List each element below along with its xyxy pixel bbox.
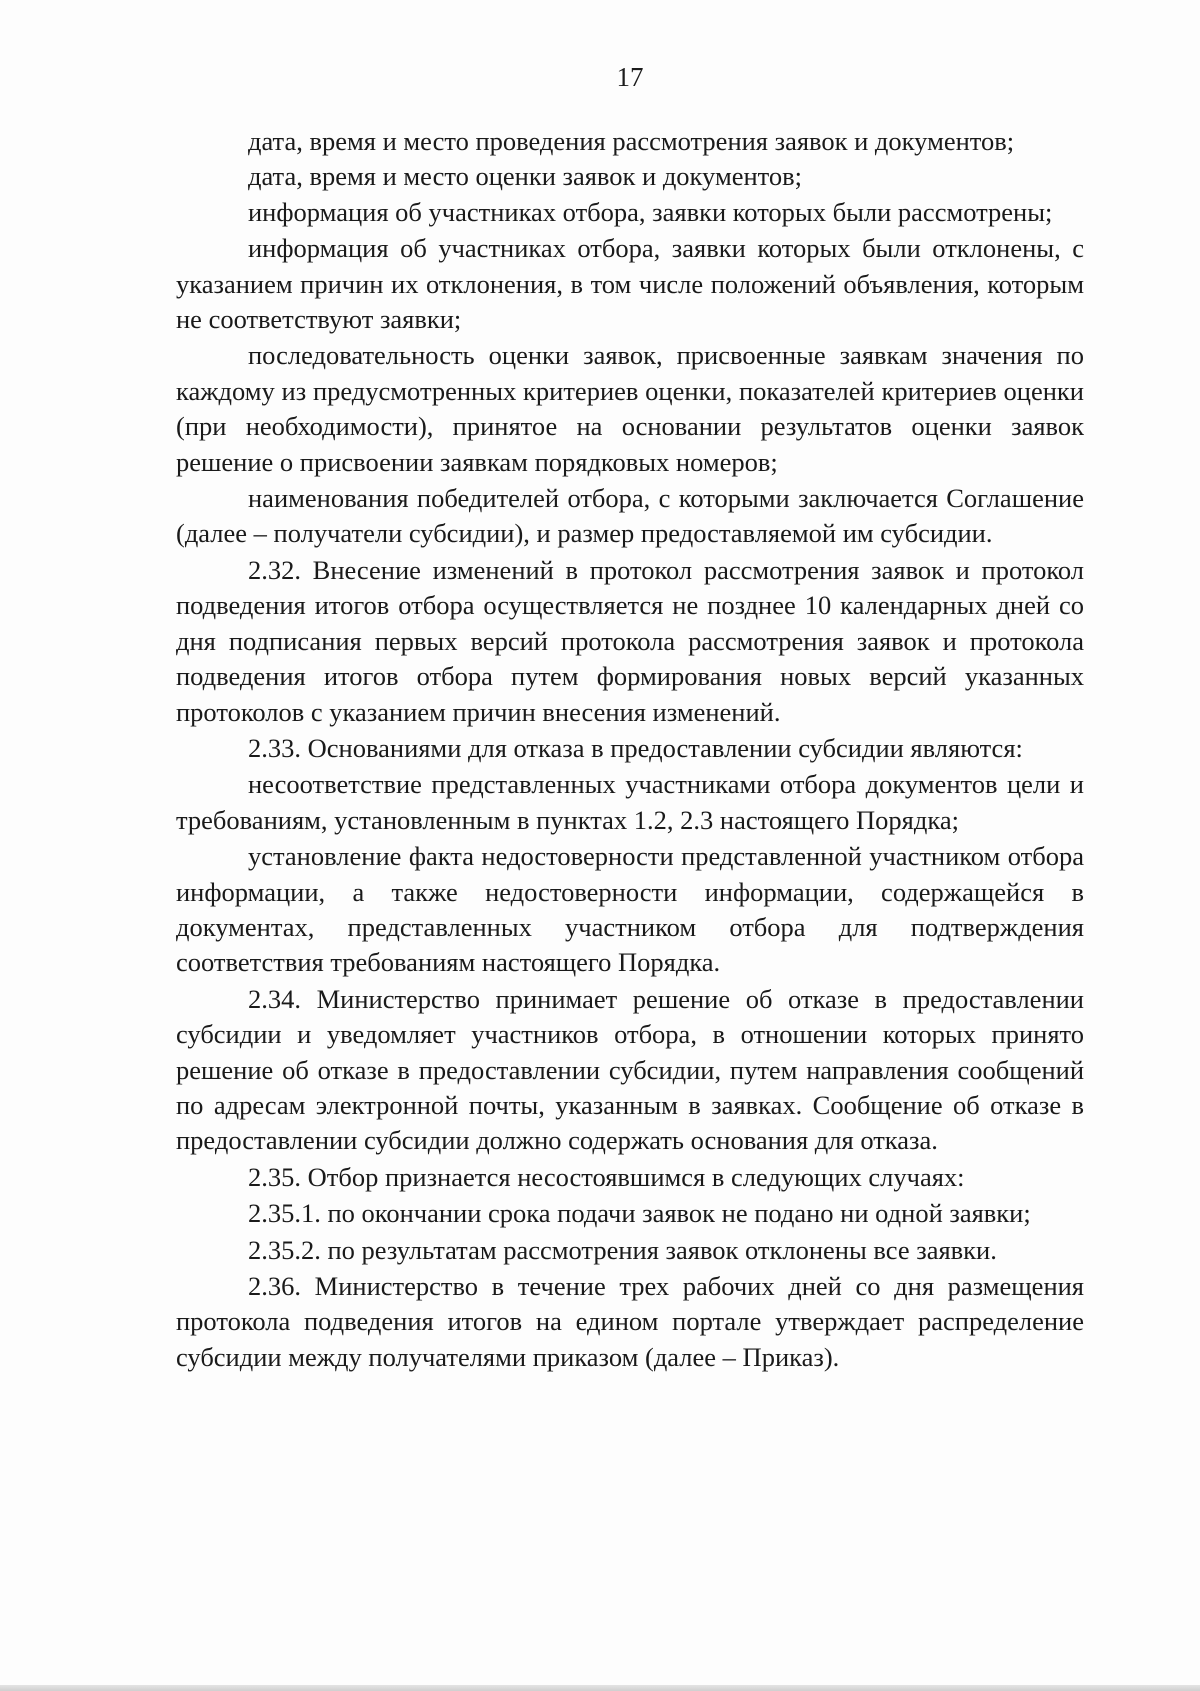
paragraph: несоответствие представленных участниками отбора документов цели и требованиям, установленным в пунктах 1.2, 2.3 настоящего Порядка; — [176, 769, 1084, 835]
paragraph: 2.35.1. по окончании срока подачи заявок не подано ни одной заявки; — [248, 1198, 1031, 1229]
scan-edge — [0, 1685, 1200, 1691]
paragraph: 2.34. Министерство принимает решение об отказе в предоставлении субсидии и уведомляет участников отбора, в отношении которых принято решение об отказе в предоставлении субсидии, путем направления сообщений по адресам электронной почты, указанным в заявках. Сообщение об отказе в предоставлении субсидии должно содержать основания для отказа. — [176, 983, 1084, 1156]
paragraph: дата, время и место оценки заявок и документов; — [248, 161, 803, 192]
paragraph: 2.32. Внесение изменений в протокол рассмотрения заявок и протокол подведения итогов отбора осуществляется не позднее 10 календарных дней со дня подписания первых версий протокола рассмотрения заявок и протокола подведения итогов отбора путем формирования новых версий указанных протоколов с указанием причин внесения изменений. — [176, 554, 1084, 727]
paragraph: 2.35.2. по результатам рассмотрения заявок отклонены все заявки. — [248, 1234, 997, 1265]
paragraph: 2.35. Отбор признается несостоявшимся в следующих случаях: — [248, 1161, 965, 1192]
paragraph: установление факта недостоверности представленной участником отбора информации, а также недостоверности информации, содержащейся в документах, представленных участником отбора для подтверждения соответствия требованиям настоящего Порядка. — [176, 841, 1084, 978]
paragraph: информация об участниках отбора, заявки которых были рассмотрены; — [248, 196, 1053, 227]
paragraph: 2.33. Основаниями для отказа в предоставлении субсидии являются: — [248, 732, 1023, 763]
paragraph: последовательность оценки заявок, присвоенные заявкам значения по каждому из предусмотренных критериев оценки, показателей критериев оценки (при необходимости), принятое на основании результатов оценки заявок решение о присвоении заявкам порядковых номеров; — [176, 340, 1084, 477]
page-number: 17 — [616, 62, 644, 92]
paragraph: наименования победителей отбора, с которыми заключается Соглашение (далее – получатели субсидии), и размер предоставляемой им субсидии. — [176, 483, 1084, 549]
paragraph: 2.36. Министерство в течение трех рабочих дней со дня размещения протокола подведения итогов на едином портале утверждает распределение субсидии между получателями приказом (далее – Приказ). — [176, 1271, 1084, 1372]
paragraph: дата, время и место проведения рассмотрения заявок и документов; — [248, 126, 1015, 156]
paragraph: информация об участниках отбора, заявки которых были отклонены, с указанием причин их отклонения, в том числе положений объявления, которым не соответствуют заявки; — [176, 233, 1084, 335]
document-body — [176, 124, 1084, 1375]
